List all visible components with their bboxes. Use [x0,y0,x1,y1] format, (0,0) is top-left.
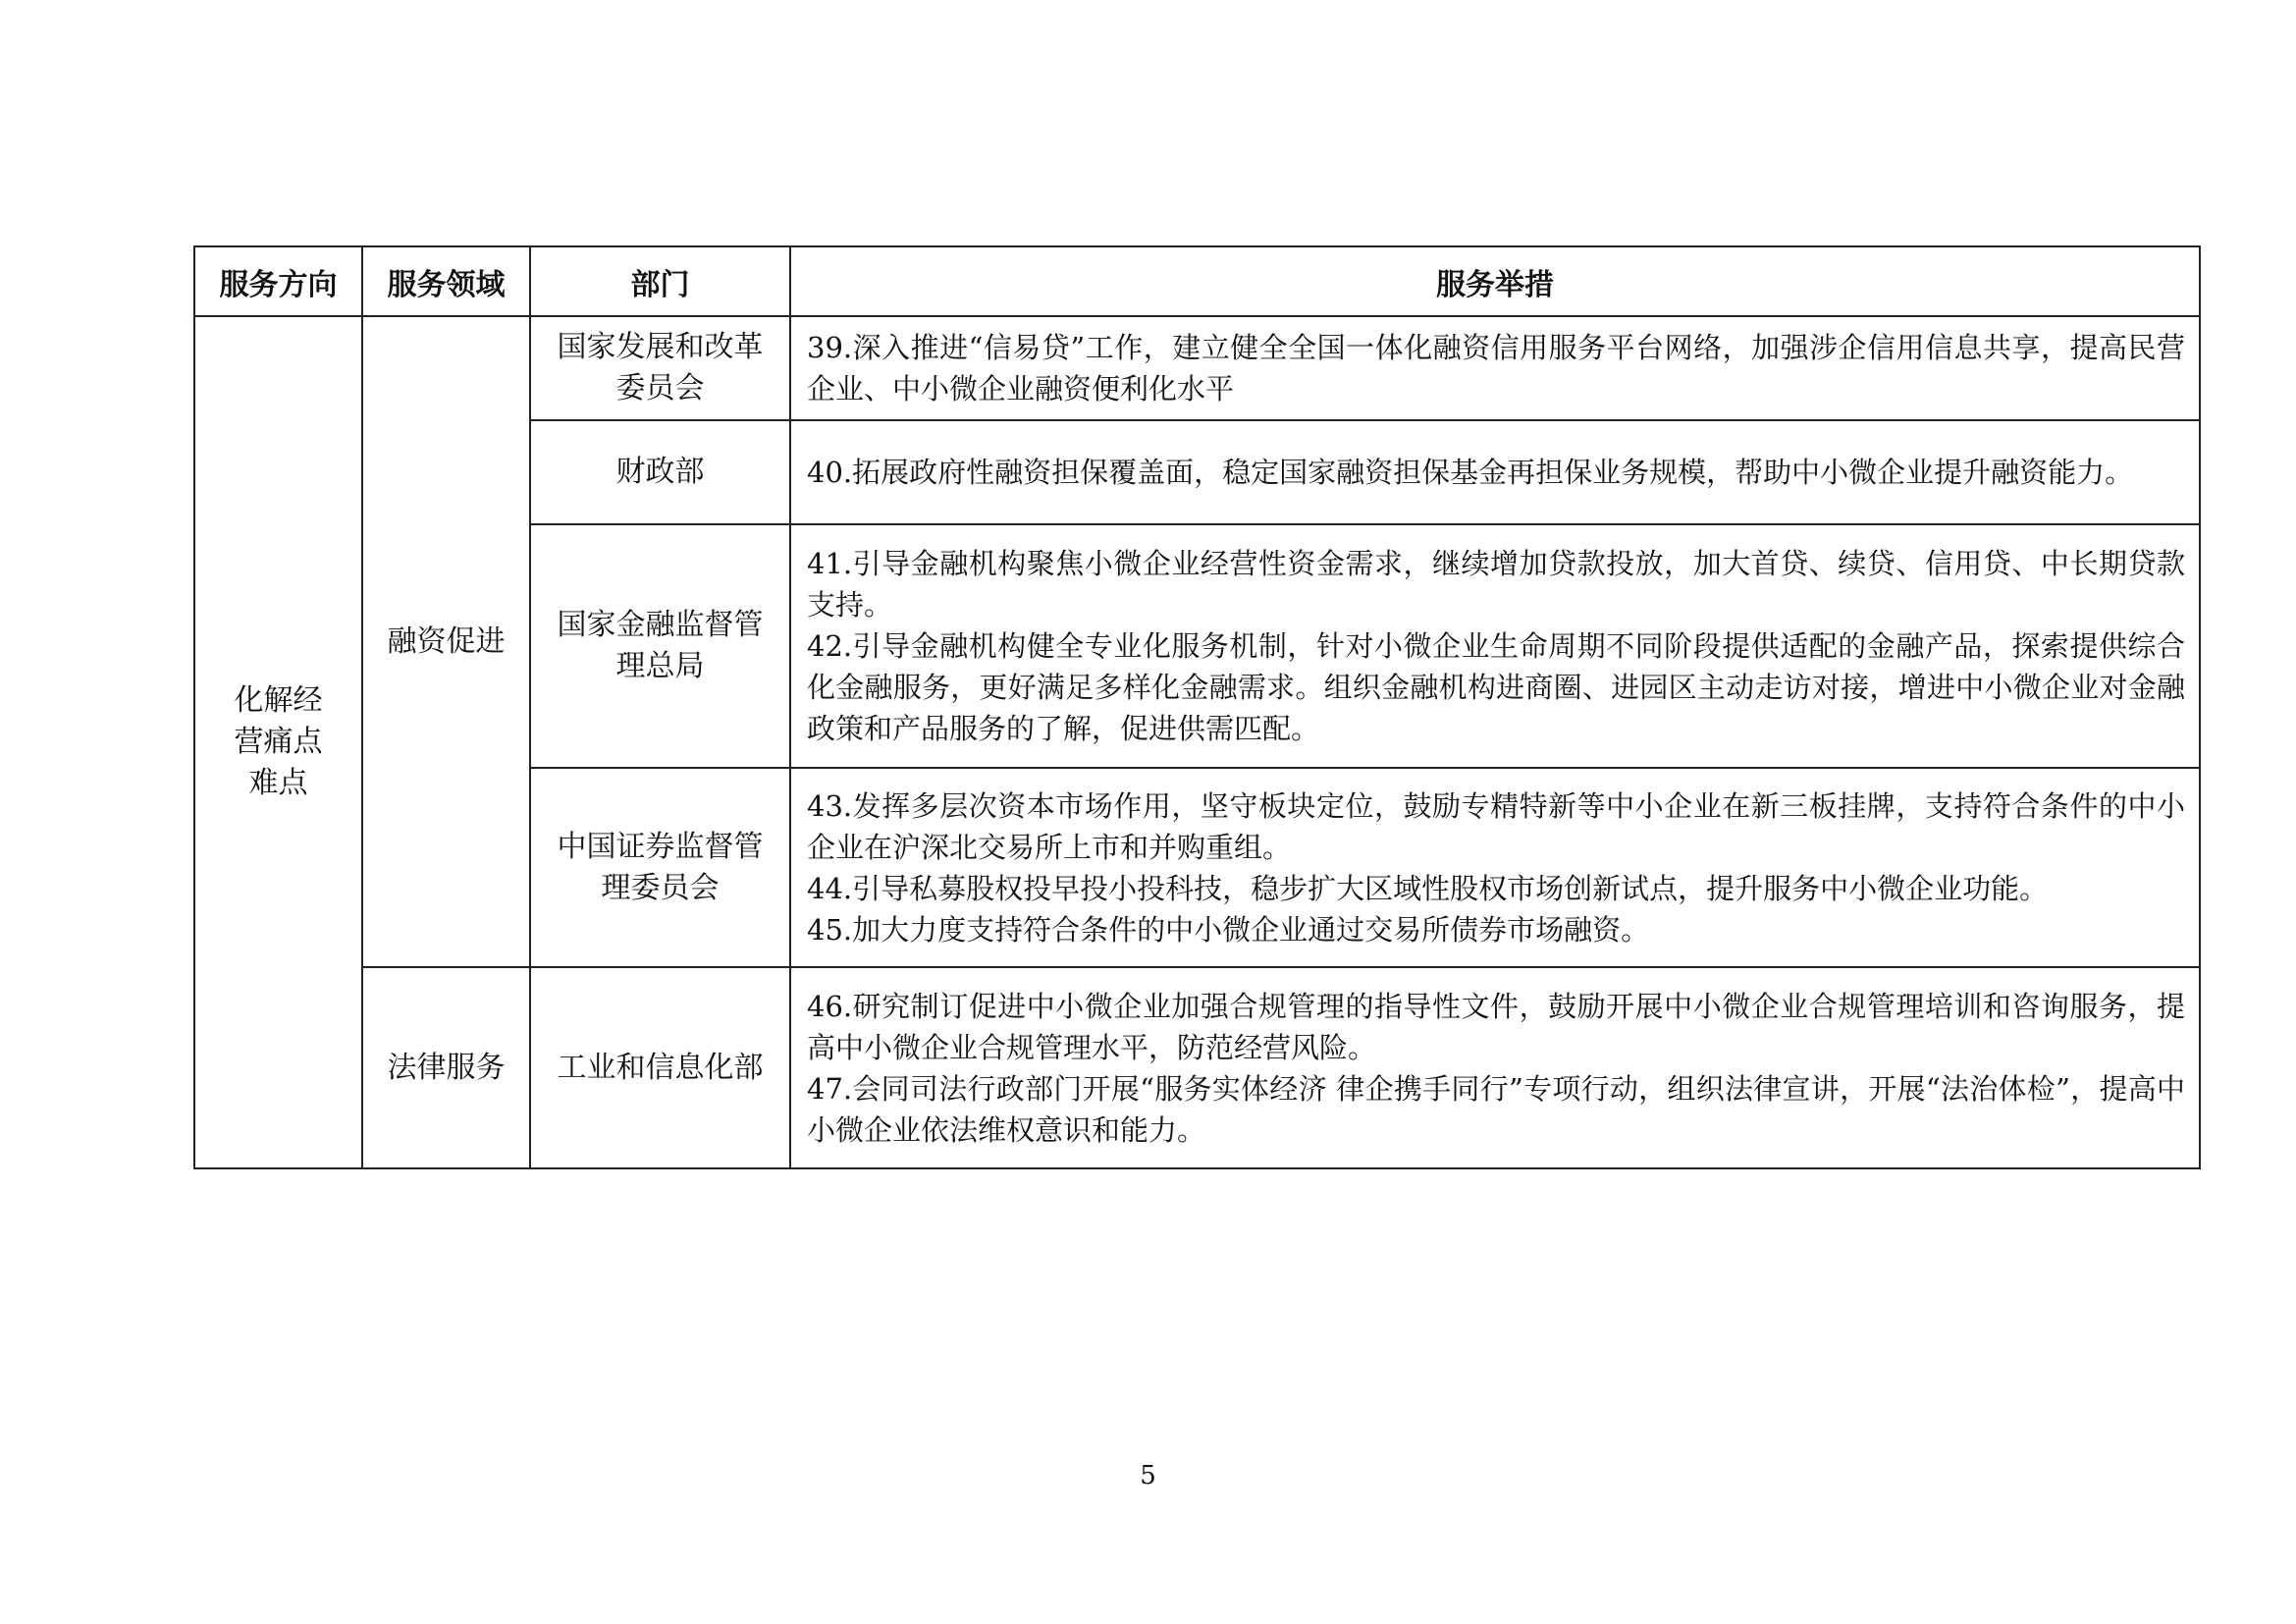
department-name: 财政部 [615,455,705,489]
service-direction-cell [194,316,362,1168]
measures-cell [790,524,2200,768]
service-direction-text: 化解经营痛点难点 [234,683,323,800]
department-cell [530,967,790,1168]
service-field-text: 融资促进 [387,623,506,659]
measure-item: 46.研究制订促进中小微企业加强合规管理的指导性文件，鼓励开展中小微企业合规管理培训和咨询服务，提高中小微企业合规管理水平，防范经营风险。 [807,989,2185,1064]
measure-item: 39.深入推进“信易贷”工作，建立健全全国一体化融资信用服务平台网络，加强涉企信用信息共享，提高民营企业、中小微企业融资便利化水平 [807,331,2185,406]
header-service-measures: 服务举措 [790,246,2200,316]
measures-cell [790,420,2200,524]
service-field-cell-financing [362,316,530,967]
department-name: 工业和信息化部 [557,1050,764,1085]
measure-item: 45.加大力度支持符合条件的中小微企业通过交易所债券市场融资。 [807,912,1650,947]
service-field-cell-legal [362,967,530,1168]
page-number: 5 [1140,1461,1156,1490]
table-row [194,967,2200,1168]
department-cell [530,420,790,524]
header-service-field: 服务领域 [362,246,530,316]
measure-item: 47.会同司法行政部门开展“服务实体经济 律企携手同行”专项行动，组织法律宣讲，开展“法治体检”，提高中小微企业依法维权意识和能力。 [807,1071,2185,1147]
service-field-text: 法律服务 [387,1050,506,1085]
department-name: 中国证券监督管理委员会 [557,829,764,905]
header-department: 部门 [530,246,790,316]
measure-item: 44.引导私募股权投早投小投科技，稳步扩大区域性股权市场创新试点，提升服务中小微企业功能。 [807,871,2049,905]
department-cell [530,768,790,967]
header-service-direction: 服务方向 [194,246,362,316]
department-name: 国家金融监督管理总局 [557,608,764,683]
department-cell [530,316,790,420]
measure-item: 42.引导金融机构健全专业化服务机制，针对小微企业生命周期不同阶段提供适配的金融产品，探索提供综合化金融服务，更好满足多样化金融需求。组织金融机构进商圈、进园区主动走访对接，增进中小微企业对金融政策和产品服务的了解，促进供需匹配。 [807,629,2185,745]
measure-item: 43.发挥多层次资本市场作用，坚守板块定位，鼓励专精特新等中小企业在新三板挂牌，支持符合条件的中小企业在沪深北交易所上市和并购重组。 [807,788,2185,864]
measures-cell [790,967,2200,1168]
department-cell [530,524,790,768]
measures-cell [790,316,2200,420]
table-header-row [194,246,2200,316]
table-row [194,316,2200,420]
service-measures-table [193,245,2201,1169]
department-name: 国家发展和改革委员会 [557,330,764,406]
measure-item: 40.拓展政府性融资担保覆盖面，稳定国家融资担保基金再担保业务规模，帮助中小微企业提升融资能力。 [807,456,2134,489]
measure-item: 41.引导金融机构聚焦小微企业经营性资金需求，继续增加贷款投放，加大首贷、续贷、信用贷、中长期贷款支持。 [807,547,2185,622]
measures-cell [790,768,2200,967]
